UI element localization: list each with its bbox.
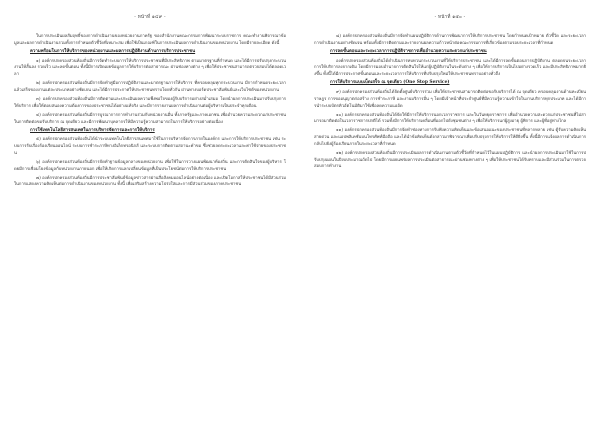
paragraph: ๗) องค์กรปกครองส่วนท้องถิ่นมีการประชาสัมพันธ์ข้อมูลข่าวสารผ่านสื่อสังคมออนไลน์อย่างต่อเนื่อง และเปิดโอกาสให้ประชาชนได้มีส่วนร่วมในการแสดงความคิดเห็นต่อการดำเนินงานของหน่วยงาน ทั้งนี้ เพื่อเสริมสร้างความโปร่งใสและการมีส่วนร่วมของภาคประชาชน: [14, 174, 286, 187]
section-heading: การลดขั้นตอนและระยะเวลาการปฏิบัติราชการเพื่ออำนวยความสะดวกแก่ประชาชน: [330, 48, 487, 54]
paragraph: ๑) องค์กรปกครองส่วนท้องถิ่นมีการจัดทำระบบการให้บริการประชาชนที่มีประสิทธิภาพ ตามมาตรฐานที่กำหนด และได้มีการปรับปรุงกระบวนงานให้สั้นลง รวดเร็ว และลดขั้นตอน ทั้งนี้มีการเปิดเผยข้อมูลการให้บริการต่อสาธารณะ ผ่านช่องทางต่าง ๆ เพื่อให้ประชาชนสามารถตรวจสอบได้ตลอดเวลา: [14, 57, 286, 77]
paragraph: ในการประเมินผลสัมฤทธิ์ของการดำเนินงานของหน่วยงานภาครัฐ ของสำนักงานคณะกรรมการพัฒนาระบบราชการ คณะทำงานพิจารณาข้อมูลและผลการดำเนินงานรวมทั้งการกำหนดตัวชี้วัดที่เหมาะสม เพื่อใช้เป็นเกณฑ์ในการประเมินผลการดำเนินงานของหน่วยงาน โดยมีรายละเอียด ดังนี้: [14, 33, 286, 45]
right-page: [300, 0, 600, 424]
paragraph: ๑๑) องค์กรปกครองส่วนท้องถิ่นมีการจัดทำช่องทางการรับฟังความคิดเห็นและข้อเสนอแนะของประชาชนที่หลากหลาย เช่น ตู้รับความคิดเห็น สายด่วน และแอปพลิเคชันบนโทรศัพท์มือถือ และได้นำข้อคิดเห็นดังกล่าวมาพิจารณาเพื่อปรับปรุงการให้บริการให้ดียิ่งขึ้น ทั้งนี้มีการแจ้งผลการดำเนินการกลับไปยังผู้ร้องเรียนภายในระยะเวลาที่กำหนด: [314, 127, 586, 146]
section-heading: การใช้เทคโนโลยีสารสนเทศในการบริหารจัดการและการให้บริการ: [30, 127, 155, 133]
paragraph: ๖) องค์กรปกครองส่วนท้องถิ่นมีการจัดทำฐานข้อมูลกลางของหน่วยงาน เพื่อใช้ในการวางแผนพัฒนาท้องถิ่น และการตัดสินใจของผู้บริหาร โดยมีการเชื่อมโยงข้อมูลกับหน่วยงานภายนอก เพื่อให้เกิดการแลกเปลี่ยนข้อมูลที่เป็นประโยชน์ต่อการให้บริการประชาชน: [14, 158, 286, 171]
section-heading: ความพร้อมในการให้บริการของหน่วยงานและผลการปฏิบัติงานด้านการบริการประชาชน: [30, 48, 196, 54]
paragraph: ๒) องค์กรปกครองส่วนท้องถิ่นมีการจัดทำคู่มือการปฏิบัติงานและมาตรฐานการให้บริการ ที่ครอบคลุมทุกกระบวนงาน มีการกำหนดระยะเวลาแล้วเสร็จของงานแต่ละประเภทอย่างชัดเจน และได้มีการประกาศให้ประชาชนทราบโดยทั่วกัน ผ่านทางบอร์ดประชาสัมพันธ์และเว็บไซต์ของหน่วยงาน: [14, 80, 286, 92]
section-heading: การให้บริการแบบเบ็ดเสร็จ ณ จุดเดียว (One Stop Service): [330, 80, 450, 86]
page-body: [14, 33, 286, 188]
page-number: - หน้าที่ ๑๕๐ -: [434, 15, 466, 20]
paragraph: ๔) องค์กรปกครองส่วนท้องถิ่นมีการบูรณาการการทำงานร่วมกับหน่วยงานอื่น ทั้งภาครัฐและภาคเอกชน เพื่ออำนวยความสะดวกแก่ประชาชนในการติดต่อขอรับบริการ ณ จุดเดียว และมีการพัฒนาบุคลากรให้มีความรู้ความสามารถในการให้บริการอย่างต่อเนื่อง: [14, 111, 286, 124]
paragraph: ๑๐) องค์กรปกครองส่วนท้องถิ่นได้จัดให้มีการให้บริการนอกเวลาราชการ และในวันหยุดราชการ เพื่ออำนวยความสะดวกแก่ประชาชนที่ไม่สามารถมาติดต่อในเวลาราชการปกติได้ รวมทั้งมีการให้บริการเคลื่อนที่ออกไปยังชุมชนต่าง ๆ เพื่อให้บริการแก่ผู้สูงอายุ ผู้พิการ และผู้ที่อยู่ห่างไกล: [314, 111, 586, 124]
paragraph: ๑๒) องค์กรปกครองส่วนท้องถิ่นมีการประเมินผลการดำเนินงานตามตัวชี้วัดที่กำหนดไว้ในแผนปฏิบัติการ และนำผลการประเมินมาใช้ในการปรับปรุงแผนในปีงบประมาณถัดไป โดยมีการเผยแพร่ผลการประเมินต่อสาธารณะผ่านช่องทางต่าง ๆ เพื่อให้ประชาชนได้รับทราบและมีส่วนร่วมในการตรวจสอบการทำงาน: [314, 149, 586, 169]
page-body: [314, 33, 586, 170]
paragraph: ๘) องค์กรปกครองส่วนท้องถิ่นมีการจัดทำแผนปฏิบัติการด้านการพัฒนาการให้บริการประชาชน โดยกำหนดเป้าหมาย ตัวชี้วัด และระยะเวลาการดำเนินงานอย่างชัดเจน พร้อมทั้งมีการติดตามและรายงานผลความก้าวหน้าต่อคณะกรรมการที่เกี่ยวข้องตามรอบระยะเวลาที่กำหนด: [314, 33, 586, 45]
paragraph: องค์กรปกครองส่วนท้องถิ่นได้ดำเนินการทบทวนกระบวนงานที่ให้บริการประชาชน และได้มีการลดขั้นตอนการปฏิบัติงาน ตลอดจนระยะเวลาการให้บริการลงจากเดิม โดยมีการมอบอำนาจการตัดสินใจให้แก่ผู้ปฏิบัติงานในระดับต่าง ๆ เพื่อให้การบริการเป็นไปอย่างรวดเร็ว และมีประสิทธิภาพมากยิ่งขึ้น ทั้งนี้ได้มีการประกาศขั้นตอนและระยะเวลาการให้บริการที่ปรับปรุงใหม่ให้ประชาชนทราบอย่างทั่วถึง: [314, 57, 586, 77]
paragraph: ๕) องค์กรปกครองส่วนท้องถิ่นได้นำระบบเทคโนโลยีสารสนเทศมาใช้ในการบริหารจัดการภายในองค์กร และการให้บริการประชาชน เช่น ระบบการรับเรื่องร้องเรียนออนไลน์ ระบบการชำระภาษีทางอิเล็กทรอนิกส์ และระบบการติดตามสถานะคำขอ ซึ่งช่วยลดระยะเวลาและค่าใช้จ่ายของประชาชน: [14, 136, 286, 155]
paragraph: ๙) องค์กรปกครองส่วนท้องถิ่นได้จัดตั้งศูนย์บริการร่วม เพื่อให้ประชาชนสามารถติดต่อขอรับบริการได้ ณ จุดเดียว ครอบคลุมงานด้านทะเบียนราษฎร การขออนุญาตก่อสร้าง การชำระภาษี และงานบริการอื่น ๆ โดยมีเจ้าหน้าที่ประจำศูนย์ที่มีความรู้ความเข้าใจในงานบริการทุกประเภท และได้มีการนำระบบบัตรคิวอัตโนมัติมาใช้เพื่อลดความแออัด: [314, 88, 586, 108]
paragraph: ๓) องค์กรปกครองส่วนท้องถิ่นมีการติดตามและประเมินผลความพึงพอใจของผู้รับบริการอย่างสม่ำเสมอ โดยนำผลการประเมินมาปรับปรุงการให้บริการ เพื่อให้ตอบสนองความต้องการของประชาชนได้อย่างแท้จริง และมีการรายงานผลการดำเนินงานต่อผู้บริหารเป็นประจำทุกเดือน: [14, 95, 286, 108]
page-number: - หน้าที่ ๑๔๙ -: [134, 15, 166, 20]
